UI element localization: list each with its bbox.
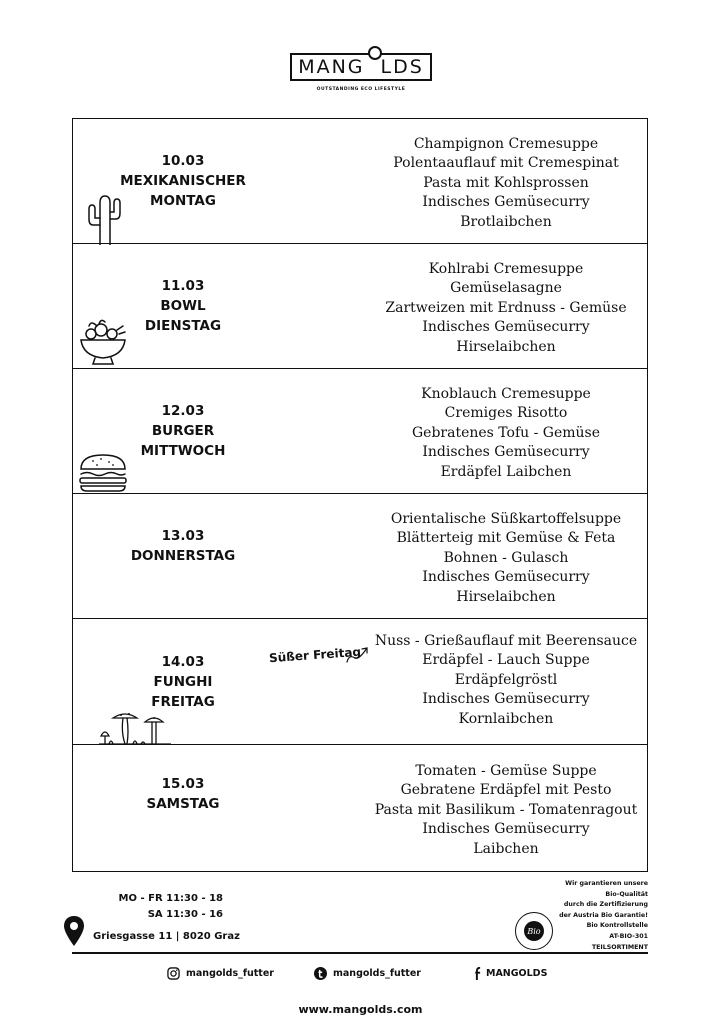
dish-item: Erdäpfelgröstl bbox=[454, 671, 558, 688]
day-row-monday bbox=[73, 119, 647, 244]
facebook-handle: MANGOLDS bbox=[486, 968, 548, 979]
opening-hours bbox=[119, 891, 223, 923]
day-label bbox=[93, 401, 273, 461]
hours-weekday: MO - FR 11:30 - 18 bbox=[118, 893, 223, 904]
dish-item: Polentaauflauf mit Cremespinat bbox=[393, 155, 619, 172]
day-name: DONNERSTAG bbox=[130, 548, 236, 564]
tumblr-link[interactable] bbox=[314, 967, 421, 980]
guarantee-line: Wir garantieren unsere bbox=[565, 880, 648, 887]
dish-list bbox=[363, 135, 649, 232]
dish-item: Laibchen bbox=[473, 840, 539, 857]
day-date: 14.03 bbox=[161, 654, 205, 670]
dish-item: Pasta mit Basilikum - Tomatenragout bbox=[374, 801, 638, 818]
hours-saturday: SA 11:30 - 16 bbox=[147, 909, 223, 920]
dish-item: Indisches Gemüsecurry bbox=[422, 569, 590, 586]
tumblr-handle: mangolds_futter bbox=[333, 968, 421, 979]
weekly-menu-table bbox=[72, 118, 648, 872]
day-name: FUNGHI bbox=[153, 674, 213, 690]
guarantee-line: AT-BIO-301 bbox=[609, 932, 648, 940]
dish-item: Kohlrabi Cremesuppe bbox=[428, 261, 584, 277]
dish-item: Pasta mit Kohlsprossen bbox=[423, 174, 589, 191]
day-label bbox=[93, 652, 273, 712]
dish-item: Gebratene Erdäpfel mit Pesto bbox=[400, 782, 612, 799]
dish-item: Gemüselasagne bbox=[450, 280, 562, 297]
bio-guarantee-text bbox=[540, 879, 648, 953]
day-name: BURGER bbox=[151, 423, 215, 439]
day-row-friday bbox=[73, 620, 647, 745]
day-name: DIENSTAG bbox=[144, 318, 222, 334]
dish-list bbox=[363, 385, 649, 482]
day-date: 12.03 bbox=[161, 403, 205, 419]
special-friday-label: Süßer Freitag bbox=[268, 644, 362, 666]
logo-o-ring bbox=[368, 46, 382, 60]
day-date: 10.03 bbox=[161, 153, 205, 169]
dish-item: Hirselaibchen bbox=[456, 588, 556, 605]
day-row-thursday bbox=[73, 494, 647, 619]
dish-item: Zartweizen mit Erdnuss - Gemüse bbox=[385, 299, 627, 316]
dish-item: Brotlaibchen bbox=[460, 213, 552, 230]
day-date: 15.03 bbox=[161, 776, 205, 792]
day-row-tuesday bbox=[73, 244, 647, 369]
guarantee-line: durch die Zertifizierung bbox=[563, 901, 648, 909]
austria-bio-seal bbox=[515, 912, 553, 950]
dish-list bbox=[363, 762, 649, 859]
day-label bbox=[93, 526, 273, 566]
dish-item: Erdäpfel Laibchen bbox=[440, 463, 572, 480]
day-name: MITTWOCH bbox=[140, 443, 226, 459]
dish-item: Erdäpfel - Lauch Suppe bbox=[422, 652, 590, 669]
day-name: SAMSTAG bbox=[146, 796, 220, 812]
dish-list bbox=[363, 510, 649, 607]
dish-item: Blätterteig mit Gemüse & Feta bbox=[396, 530, 616, 547]
dish-item: Hirselaibchen bbox=[456, 338, 556, 355]
dish-item: Cremiges Risotto bbox=[444, 405, 568, 422]
guarantee-line: Bio Kontrollstelle bbox=[586, 922, 648, 930]
location-pin-icon bbox=[64, 916, 84, 946]
dish-item: Champignon Cremesuppe bbox=[413, 136, 599, 152]
footer-divider bbox=[72, 952, 648, 954]
guarantee-line: TEILSORTIMENT bbox=[591, 943, 648, 951]
day-name: MONTAG bbox=[150, 193, 216, 209]
cactus-icon bbox=[81, 191, 129, 245]
day-name: MEXIKANISCHER bbox=[120, 173, 246, 189]
dish-item: Indisches Gemüsecurry bbox=[422, 194, 590, 211]
tumblr-icon bbox=[314, 967, 327, 980]
dish-item: Bohnen - Gulasch bbox=[443, 549, 569, 566]
logo-text: MANG LDS bbox=[298, 56, 424, 78]
dish-item: Indisches Gemüsecurry bbox=[422, 821, 590, 838]
day-row-wednesday bbox=[73, 369, 647, 494]
day-row-saturday bbox=[73, 746, 647, 871]
day-date: 11.03 bbox=[161, 278, 205, 294]
website-link[interactable]: www.mangolds.com bbox=[298, 1003, 423, 1016]
dish-item: Kornlaibchen bbox=[458, 710, 554, 727]
tagline: OUTSTANDING ECO LIFESTYLE bbox=[316, 87, 406, 92]
dish-item: Knoblauch Cremesuppe bbox=[421, 386, 591, 402]
day-name: BOWL bbox=[160, 298, 206, 314]
address: Griesgasse 11 | 8020 Graz bbox=[93, 931, 240, 942]
instagram-handle: mangolds_futter bbox=[186, 968, 274, 979]
dish-item: Tomaten - Gemüse Suppe bbox=[415, 763, 597, 779]
dish-list bbox=[363, 260, 649, 357]
facebook-link[interactable] bbox=[472, 967, 547, 980]
bio-seal-center: Bio bbox=[524, 921, 544, 941]
day-label bbox=[93, 774, 273, 814]
facebook-icon bbox=[472, 967, 485, 980]
dish-item: Orientalische Süßkartoffelsuppe bbox=[390, 511, 622, 527]
day-date: 13.03 bbox=[161, 528, 205, 544]
guarantee-line: der Austria Bio Garantie! bbox=[559, 911, 648, 919]
dish-item: Gebratenes Tofu - Gemüse bbox=[411, 424, 601, 441]
mangolds-logo bbox=[290, 53, 432, 81]
instagram-icon bbox=[167, 967, 180, 980]
guarantee-line: Bio-Qualität bbox=[605, 890, 648, 898]
dish-list bbox=[363, 632, 649, 729]
dish-item: Indisches Gemüsecurry bbox=[422, 691, 590, 708]
dish-item: Nuss - Grießauflauf mit Beerensauce bbox=[374, 633, 638, 649]
dish-item: Indisches Gemüsecurry bbox=[422, 444, 590, 461]
bowl-icon bbox=[77, 318, 129, 366]
burger-icon bbox=[77, 453, 129, 493]
dish-item: Indisches Gemüsecurry bbox=[422, 319, 590, 336]
instagram-link[interactable] bbox=[167, 967, 274, 980]
day-name: FREITAG bbox=[151, 694, 215, 710]
mushroom-icon bbox=[99, 708, 171, 744]
